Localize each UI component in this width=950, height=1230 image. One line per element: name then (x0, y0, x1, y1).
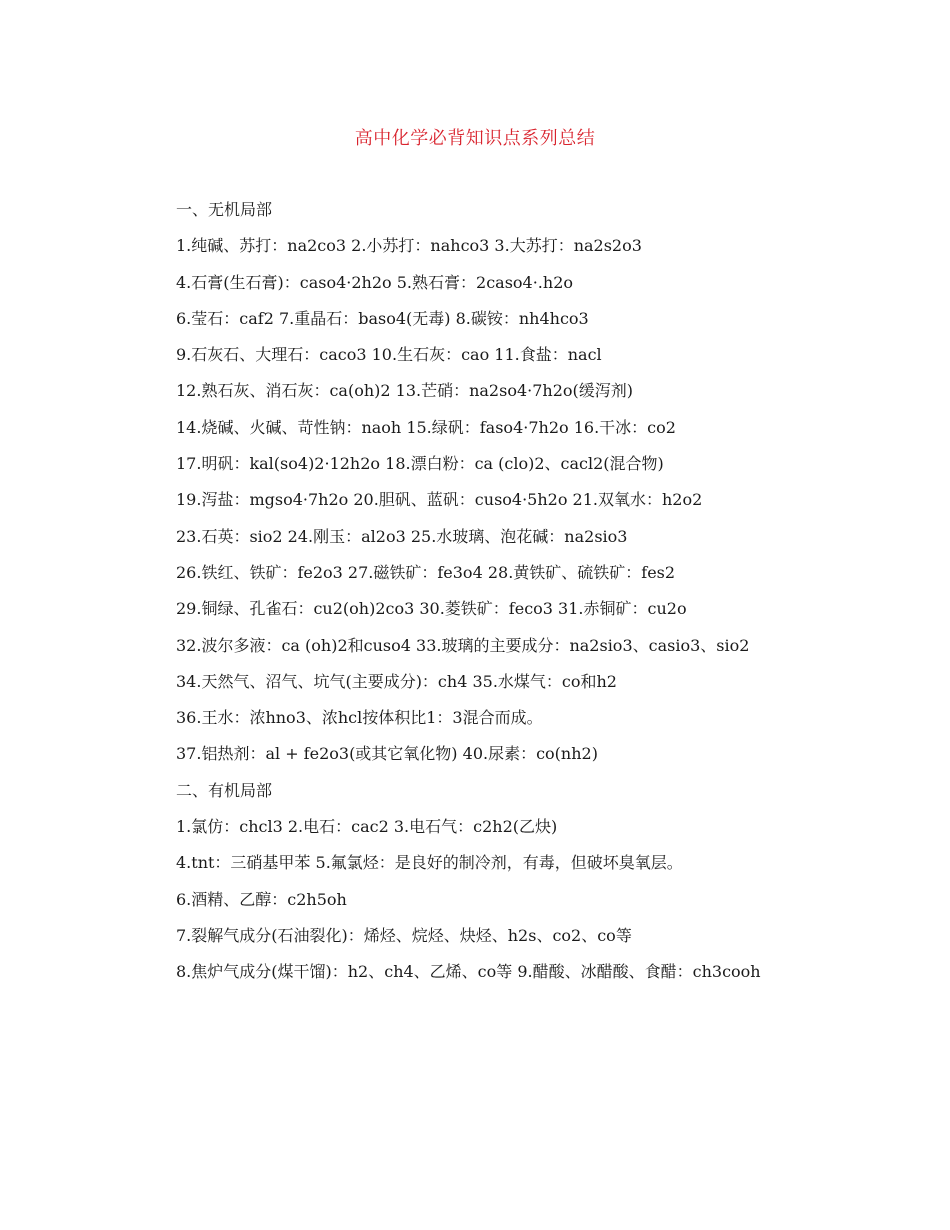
text-line: 19.泻盐：mgso4·7h2o 20.胆矾、蓝矾：cuso4·5h2o 21.双氧水：h2o2 (176, 490, 703, 510)
text-line: 7.裂解气成分(石油裂化)：烯烃、烷烃、炔烃、h2s、co2、co等 (176, 925, 632, 945)
text-line: 14.烧碱、火碱、苛性钠：naoh 15.绿矾：faso4·7h2o 16.干冰：co2 (176, 417, 676, 437)
text-line: 4.石膏(生石膏)：caso4·2h2o 5.熟石膏：2caso4·.h2o (176, 272, 574, 292)
text-line: 34.天然气、沼气、坑气(主要成分)：ch4 35.水煤气：co和h2 (176, 671, 617, 691)
section-heading-organic: 二、有机局部 (176, 780, 273, 800)
text-line: 6.酒精、乙醇：c2h5oh (176, 889, 347, 909)
text-line: 12.熟石灰、消石灰：ca(oh)2 13.芒硝：na2so4·7h2o(缓泻剂) (176, 381, 633, 401)
text-line: 17.明矾：kal(so4)2·12h2o 18.漂白粉：ca (clo)2、cacl2(混合物) (176, 454, 664, 474)
text-line: 9.石灰石、大理石：caco3 10.生石灰：cao 11.食盐：nacl (176, 345, 602, 365)
text-line: 32.波尔多液：ca (oh)2和cuso4 33.玻璃的主要成分：na2sio3、casio3、sio2 (176, 635, 750, 655)
text-line: 37.铝热剂：al + fe2o3(或其它氧化物) 40.尿素：co(nh2) (176, 744, 598, 764)
text-line: 1.氯仿：chcl3 2.电石：cac2 3.电石气：c2h2(乙炔) (176, 817, 558, 837)
text-line: 6.莹石：caf2 7.重晶石：baso4(无毒) 8.碳铵：nh4hco3 (176, 308, 589, 328)
page-title: 高中化学必背知识点系列总结 (354, 128, 596, 149)
text-line: 26.铁红、铁矿：fe2o3 27.磁铁矿：fe3o4 28.黄铁矿、硫铁矿：fes2 (176, 562, 676, 582)
text-line: 23.石英：sio2 24.刚玉：al2o3 25.水玻璃、泡花碱：na2sio3 (176, 526, 628, 546)
section-heading-inorganic: 一、无机局部 (176, 200, 273, 219)
text-line: 4.tnt：三硝基甲苯 5.氟氯烃：是良好的制冷剂，有毒，但破坏臭氧层。 (176, 853, 683, 873)
document-body (139, 192, 799, 991)
text-line: 8.焦炉气成分(煤干馏)：h2、ch4、乙烯、co等 9.醋酸、冰醋酸、食醋：ch3cooh (176, 962, 761, 982)
text-line: 36.王水：浓hno3、浓hcl按体积比1：3混合而成。 (176, 708, 543, 728)
text-line: 29.铜绿、孔雀石：cu2(oh)2co3 30.菱铁矿：feco3 31.赤铜矿：cu2o (176, 599, 687, 619)
text-line: 1.纯碱、苏打：na2co3 2.小苏打：nahco3 3.大苏打：na2s2o3 (176, 236, 642, 256)
